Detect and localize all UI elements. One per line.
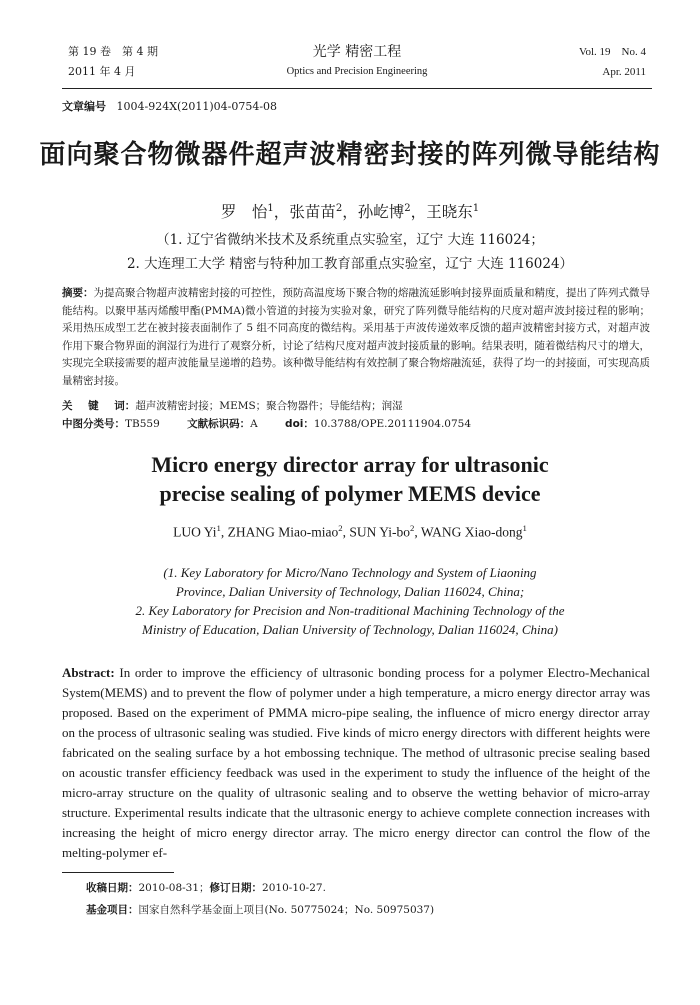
- affiliation-en-4: Ministry of Education, Dalian University of Technology, Dalian 116024, China): [142, 622, 558, 637]
- date-en: Apr. 2011: [602, 66, 646, 78]
- abstract-en: [62, 663, 650, 863]
- author-sup: 1: [472, 202, 480, 214]
- header-rule: [62, 88, 652, 89]
- author-sup: 2: [404, 202, 411, 214]
- author-sup: 1: [216, 523, 221, 533]
- title-en-line-2: precise sealing of polymer MEMS device: [159, 481, 541, 506]
- author-cn: 罗 怡: [220, 203, 268, 221]
- affiliation-en-1: (1. Key Laboratory for Micro/Nano Technology and System of Liaoning: [163, 565, 537, 580]
- fund-label: 基金项目：: [86, 904, 139, 916]
- journal-name-cn: 光学 精密工程: [312, 44, 402, 60]
- author-sup: 2: [410, 523, 415, 533]
- author-en: ZHANG Miao-miao: [227, 524, 339, 540]
- title-cn: 面向聚合物微器件超声波精密封接的阵列微导能结构: [39, 140, 661, 170]
- volume-en: Vol. 19 No. 4: [578, 46, 646, 58]
- author-cn: 王晓东: [426, 203, 473, 221]
- author-en: WANG Xiao-dong: [420, 524, 523, 540]
- journal-name-en: Optics and Precision Engineering: [286, 66, 428, 77]
- revised-label: 修订日期：: [209, 882, 263, 894]
- fund-value: 国家自然科学基金面上项目(No. 50775024；No. 50975037): [138, 904, 435, 916]
- abstract-en-label: Abstract:: [62, 665, 115, 680]
- affiliation-en-2: Province, Dalian University of Technology, Dalian 116024, China;: [175, 584, 525, 599]
- header-right: [579, 42, 646, 82]
- title-en: [0, 450, 700, 508]
- clc-label: 中图分类号：: [62, 418, 125, 430]
- keywords-label: 关 键 词：: [62, 400, 136, 412]
- affiliation-en-3: 2. Key Laboratory for Precision and Non-traditional Machining Technology of the: [135, 603, 565, 618]
- doi-value: 10.3788/OPE.20111904.0754: [313, 418, 472, 430]
- footnote-funding: [86, 902, 650, 917]
- received-value: 2010-08-31；: [138, 882, 210, 894]
- abstract-en-text: In order to improve the efficiency of ultrasonic bonding process for a polymer Electro-Mechanical System(MEMS) and to prevent the flow of polymer under a high temperature, a micro energy director array was proposed. Based on the experiment of PMMA micro-pipe sealing, the influence of micro energy director array on the process of ultrasonic sealing was studied. Five kinds of micro energy directors with different heights were fabricated on the sealing surface by a hot embossing technique. The method of ultrasonic precise sealing based on acoustic transfer efficiency feedback was used in the experiment to study the influence of the height of the micro-array structure on the quality of ultrasonic sealing and to observe the wetting behavior of micro-array structure. Experimental results indicate that the ultrasonic energy to achieve complete connection increases with increasing the height of micro energy director array. The micro energy director can control the flow of the melting-polymer ef-: [62, 665, 650, 860]
- author-sup: 1: [522, 523, 527, 533]
- affiliation-cn-2: 2. 大连理工大学 精密与特种加工教育部重点实验室，辽宁 大连 116024）: [126, 256, 574, 272]
- issue-cn: 第 19 卷 第 4 期: [68, 45, 158, 58]
- running-header: [68, 42, 646, 84]
- article-number-label: 文章编号: [62, 100, 106, 113]
- revised-value: 2010-10-27.: [262, 882, 326, 894]
- affiliation-cn-1: （1. 辽宁省微纳米技术及系统重点实验室，辽宁 大连 116024；: [156, 232, 544, 248]
- authors-cn: 罗 怡$^1$，张苗苗$^2$，孙屹博$^2$，王晓东$^1$: [220, 202, 480, 221]
- author-sup: 1: [267, 202, 274, 214]
- footnote-dates: [86, 880, 650, 895]
- author-sup: 2: [335, 202, 343, 214]
- clc-value: TB559: [125, 418, 160, 430]
- author-en: SUN Yi-bo: [349, 524, 410, 540]
- abstract-cn-text: 为提高聚合物超声波精密封接的可控性，预防高温度场下聚合物的熔融流延影响封接界面质量和精度，提出了阵列式微导能结构。以聚甲基丙烯酸甲酯(PMMA)微小管道的封接为实验对象，研究了阵列微导能结构的尺度对超声波封接过程的影响；采用热压成型工艺在被封接表面制作了 5 组不同高度的微结构。采用基于声波传递效率反馈的超声波精密封接方式，对超声波作用下聚合物界面的润湿行为进行了观察分析，讨论了结构尺度对超声波封接质量的影响。结果表明，随着微结构尺寸的增大，实现完全联接需要的超声波能量呈递增的趋势。该种微导能结构有效控制了聚合物熔融流延，获得了均一的封接面，可实现高质量精密封接。: [62, 287, 650, 387]
- article-number: [62, 98, 277, 114]
- abstract-cn-label: 摘要：: [62, 287, 94, 299]
- author-en: LUO Yi: [173, 524, 217, 540]
- author-cn: 张苗苗: [289, 203, 336, 221]
- author-cn: 孙屹博: [357, 203, 405, 221]
- header-center: [68, 42, 646, 82]
- doc-code-value: A: [250, 418, 258, 430]
- abstract-cn: [62, 285, 650, 390]
- author-sup: 2: [338, 523, 343, 533]
- classification: [62, 416, 650, 431]
- doc-code-label: 文献标识码：: [187, 418, 251, 430]
- title-en-line-1: Micro energy director array for ultrasonic: [151, 452, 549, 477]
- article-number-value: 1004-924X(2011)04-0754-08: [116, 100, 278, 113]
- keywords: [62, 398, 650, 413]
- date-cn: 2011 年 4 月: [68, 65, 136, 78]
- keywords-text: 超声波精密封接；MEMS；聚合物器件；导能结构；润湿: [135, 400, 403, 412]
- authors-en: LUO Yi$^1$, ZHANG Miao-miao$^2$, SUN $Yi-bo^2$, WANG Xiao-dong$^1$: [173, 523, 527, 540]
- doi-label: doi：: [285, 418, 314, 430]
- footnote-rule: [62, 872, 174, 873]
- received-label: 收稿日期：: [86, 882, 139, 894]
